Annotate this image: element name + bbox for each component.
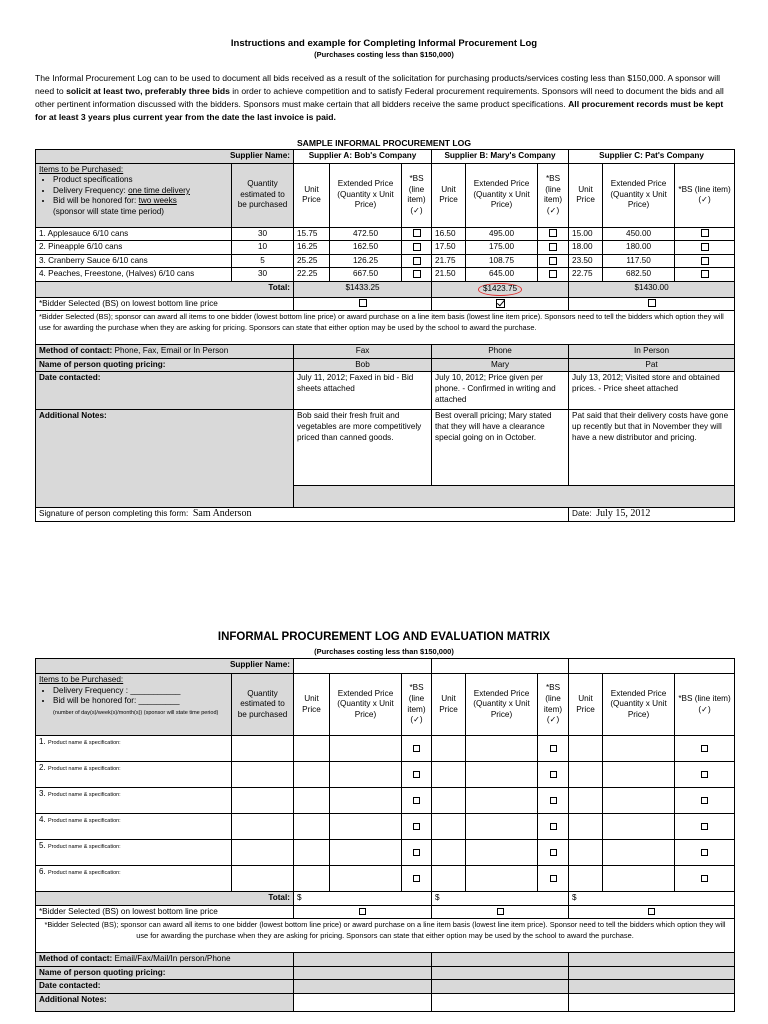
notes-b: Best overall pricing; Mary stated that they will have a clearance special going on in October. <box>432 410 569 486</box>
item-label: Product name & specification: <box>47 792 121 798</box>
bs-note: *Bidder Selected (BS); sponsor can award all items to one bidder (lowest bottom line price) or award purchase on a line item basis (lowest line item price). Sponsors need to tell the bidders which option they will use for awarding the purchase when they are asking for pricing. Sponsors can state that either option may be used by the school to award the purchase. <box>36 311 735 345</box>
c-bs-checkbox[interactable] <box>675 241 735 255</box>
date-b: July 10, 2012; Price given per phone. - Confirmed in writing and attached <box>432 372 569 410</box>
c-ext-input[interactable] <box>603 736 675 762</box>
b-bs-checkbox[interactable] <box>538 866 569 892</box>
item-qty: 30 <box>232 227 294 241</box>
blank-a-bs-total-checkbox[interactable] <box>294 905 432 919</box>
b-bs-checkbox[interactable] <box>538 241 569 255</box>
items-label: Items to be Purchased: <box>39 164 124 174</box>
a-ext-input[interactable] <box>330 866 402 892</box>
b-unit-input[interactable] <box>432 814 466 840</box>
item-number: 3. <box>39 789 46 798</box>
c-bs-checkbox[interactable] <box>675 866 735 892</box>
signature-label: Signature of person completing this form: <box>39 509 189 519</box>
intro-text-1: The Informal Procurement Log can to be used to document all bids received as a result of the solicitation for purchasing products/services costing less than $150,000. A sponsor will need to <box>35 73 721 96</box>
blank-c-bs-header: *BS (line item) (✓) <box>675 674 735 736</box>
b-unit-input[interactable] <box>432 866 466 892</box>
a-unit-input[interactable] <box>294 788 330 814</box>
c-ext-input[interactable] <box>603 814 675 840</box>
a-ext-price: 126.25 <box>330 254 402 268</box>
a-ext-input[interactable] <box>330 814 402 840</box>
item-number: 1. <box>39 737 46 746</box>
intro-text-2: in order to achieve competition and to satisfy Federal procurement requirements. Sponsors will need to document the bids and all other pertinent information discussed with the bidders. Sponsors must make certain that all bidders receive the same product specifications. <box>35 86 724 109</box>
item-label: Product name & specification: <box>47 844 121 850</box>
c-bs-total-checkbox[interactable] <box>569 297 735 311</box>
c-bs-checkbox[interactable] <box>675 840 735 866</box>
b-unit-header: Unit Price <box>432 163 466 227</box>
c-unit-input[interactable] <box>569 840 603 866</box>
qty-input[interactable] <box>232 866 294 892</box>
b-bs-checkbox[interactable] <box>538 814 569 840</box>
qty-input[interactable] <box>232 788 294 814</box>
item-qty: 10 <box>232 241 294 255</box>
a-unit-price: 15.75 <box>294 227 330 241</box>
a-ext-input[interactable] <box>330 736 402 762</box>
method-c: In Person <box>569 345 735 359</box>
b-ext-input[interactable] <box>466 736 538 762</box>
blank-bullet-honored: • Bid will be honored for: _________ (number of day(s)/week(s)/month(s)) (sponsor will state time period) <box>53 696 228 717</box>
total-c: $1430.00 <box>569 281 735 297</box>
b-unit-price: 17.50 <box>432 241 466 255</box>
table-row <box>36 788 735 814</box>
a-ext-input[interactable] <box>330 840 402 866</box>
blank-form-heading: INFORMAL PROCUREMENT LOG AND EVALUATION MATRIX <box>217 631 551 643</box>
a-bs-checkbox[interactable] <box>402 762 432 788</box>
item-name: 4. Peaches, Freestone, (Halves) 6/10 cans <box>36 268 232 282</box>
blank-date-a-input[interactable] <box>294 980 432 994</box>
blank-c-bs-total-checkbox[interactable] <box>569 905 735 919</box>
intro-bold-2: All procurement records must be kept for at least 3 years plus current year from the date the last invoice is paid. <box>35 99 724 122</box>
b-bs-checkbox[interactable] <box>538 254 569 268</box>
blank-item-cell[interactable] <box>36 866 232 892</box>
blank-item-cell[interactable] <box>36 762 232 788</box>
c-bs-checkbox[interactable] <box>675 736 735 762</box>
blank-method-label: Method of contact: <box>39 954 113 964</box>
c-unit-input[interactable] <box>569 762 603 788</box>
b-bs-checkbox[interactable] <box>538 762 569 788</box>
a-ext-price: 667.50 <box>330 268 402 282</box>
blank-method-c-input[interactable] <box>569 953 735 967</box>
signature-date-label: Date: <box>572 509 592 519</box>
blank-notes-b-input[interactable] <box>432 993 569 1011</box>
a-ext-input[interactable] <box>330 762 402 788</box>
sample-log-table <box>35 149 735 522</box>
blank-a-unit-header: Unit Price <box>294 674 330 736</box>
table-row <box>36 241 735 255</box>
bullet-delivery: • Delivery Frequency: one time delivery <box>53 186 228 197</box>
a-unit-input[interactable] <box>294 762 330 788</box>
table-row <box>36 227 735 241</box>
quoting-a: Bob <box>294 358 432 372</box>
total-a: $1433.25 <box>294 281 432 297</box>
item-name: 2. Pineapple 6/10 cans <box>36 241 232 255</box>
date-a: July 11, 2012; Faxed in bid - Bid sheets attached <box>294 372 432 410</box>
table-row <box>36 736 735 762</box>
document-subtitle: (Purchases costing less than $150,000) <box>314 50 454 59</box>
blank-c-unit-header: Unit Price <box>569 674 603 736</box>
blank-total-label: Total: <box>36 892 294 906</box>
blank-item-cell[interactable] <box>36 736 232 762</box>
item-number: 4. <box>39 815 46 824</box>
b-ext-input[interactable] <box>466 840 538 866</box>
blank-supplier-b-input[interactable] <box>432 659 569 674</box>
b-ext-price: 495.00 <box>466 227 538 241</box>
a-bs-checkbox[interactable] <box>402 268 432 282</box>
b-ext-input[interactable] <box>466 866 538 892</box>
b-unit-input[interactable] <box>432 736 466 762</box>
blank-date-c-input[interactable] <box>569 980 735 994</box>
a-ext-input[interactable] <box>330 788 402 814</box>
item-label: Product name & specification: <box>47 870 121 876</box>
b-unit-price: 21.75 <box>432 254 466 268</box>
signature-date-cell <box>569 508 735 522</box>
blank-b-ext-header: Extended Price (Quantity x Unit Price) <box>466 674 538 736</box>
blank-date-b-input[interactable] <box>432 980 569 994</box>
method-b: Phone <box>432 345 569 359</box>
blank-items-header <box>36 674 232 736</box>
c-ext-input[interactable] <box>603 840 675 866</box>
total-label: Total: <box>36 281 294 297</box>
blank-bs-note: *Bidder Selected (BS); sponsor can award all items to one bidder (lowest bottom line price) or award purchase on a line item basis (lowest line item price). Sponsor need to tell the bidders which option they will use for awarding the purchase when they are asking for pricing. Sponsors can state that either option may be used by the school to award the purchase. <box>36 919 735 953</box>
item-label: Product name & specification: <box>47 740 121 746</box>
b-unit-input[interactable] <box>432 840 466 866</box>
blank-qty-header: Quantity estimated to be purchased <box>232 674 294 736</box>
c-bs-checkbox[interactable] <box>675 762 735 788</box>
b-ext-input[interactable] <box>466 814 538 840</box>
quoting-c: Pat <box>569 358 735 372</box>
c-unit-price: 18.00 <box>569 241 603 255</box>
notes-extra-cell <box>294 486 735 508</box>
supplier-b-name: Supplier B: Mary's Company <box>432 150 569 164</box>
c-bs-checkbox[interactable] <box>675 254 735 268</box>
c-unit-input[interactable] <box>569 736 603 762</box>
c-bs-checkbox[interactable] <box>675 814 735 840</box>
blank-quoting-a-input[interactable] <box>294 966 432 980</box>
item-name: 3. Cranberry Sauce 6/10 cans <box>36 254 232 268</box>
c-unit-price: 23.50 <box>569 254 603 268</box>
blank-total-c[interactable]: $ <box>569 892 735 906</box>
date-c: July 13, 2012; Visited store and obtained prices. - Price sheet attached <box>569 372 735 410</box>
blank-b-unit-header: Unit Price <box>432 674 466 736</box>
item-name: 1. Applesauce 6/10 cans <box>36 227 232 241</box>
a-ext-price: 472.50 <box>330 227 402 241</box>
signature-date-value: July 15, 2012 <box>596 508 651 520</box>
supplier-a-name: Supplier A: Bob's Company <box>294 150 432 164</box>
a-bs-checkbox[interactable] <box>402 227 432 241</box>
blank-b-bs-header: *BS (line item) (✓) <box>538 674 569 736</box>
blank-method-label-cell <box>36 953 294 967</box>
c-ext-input[interactable] <box>603 866 675 892</box>
blank-method-options: Email/Fax/Mail/In person/Phone <box>112 954 231 964</box>
a-bs-header: *BS (line item) (✓) <box>402 163 432 227</box>
a-unit-price: 22.25 <box>294 268 330 282</box>
item-qty: 5 <box>232 254 294 268</box>
blank-a-ext-header: Extended Price (Quantity x Unit Price) <box>330 674 402 736</box>
c-unit-input[interactable] <box>569 814 603 840</box>
b-bs-checkbox[interactable] <box>538 736 569 762</box>
b-ext-input[interactable] <box>466 762 538 788</box>
table-row <box>36 866 735 892</box>
c-bs-checkbox[interactable] <box>675 788 735 814</box>
total-b: $1423.75 <box>478 283 522 296</box>
b-unit-input[interactable] <box>432 788 466 814</box>
b-ext-price: 645.00 <box>466 268 538 282</box>
qty-input[interactable] <box>232 840 294 866</box>
blank-quoting-label: Name of person quoting pricing: <box>36 966 294 980</box>
supplier-c-name: Supplier C: Pat's Company <box>569 150 735 164</box>
blank-notes-a-input[interactable] <box>294 993 432 1011</box>
blank-form-subtitle: (Purchases costing less than $150,000) <box>314 647 454 656</box>
method-label-cell <box>36 345 294 359</box>
table-row <box>36 840 735 866</box>
signature-value: Sam Anderson <box>192 508 252 520</box>
qty-header: Quantity estimated to be purchased <box>232 163 294 227</box>
items-header <box>36 163 232 227</box>
table-row <box>36 762 735 788</box>
blank-total-a[interactable]: $ <box>294 892 432 906</box>
a-bs-checkbox[interactable] <box>402 736 432 762</box>
item-qty: 30 <box>232 268 294 282</box>
blank-notes-label: Additional Notes: <box>36 993 294 1011</box>
a-ext-price: 162.50 <box>330 241 402 255</box>
item-number: 2. <box>39 763 46 772</box>
total-b-cell <box>432 281 569 297</box>
blank-supplier-name-label: Supplier Name: <box>36 659 294 674</box>
a-ext-header: Extended Price (Quantity x Unit Price) <box>330 163 402 227</box>
notes-a: Bob said their fresh fruit and vegetables are more competitively priced than canned goods. <box>294 410 432 486</box>
blank-notes-c-input[interactable] <box>569 993 735 1011</box>
c-unit-input[interactable] <box>569 866 603 892</box>
blank-supplier-a-input[interactable] <box>294 659 432 674</box>
a-bs-checkbox[interactable] <box>402 254 432 268</box>
blank-item-cell[interactable] <box>36 840 232 866</box>
b-ext-input[interactable] <box>466 788 538 814</box>
b-bs-checkbox[interactable] <box>538 227 569 241</box>
blank-total-b[interactable]: $ <box>432 892 569 906</box>
c-ext-price: 180.00 <box>603 241 675 255</box>
method-options: Phone, Fax, Email or In Person <box>112 346 229 356</box>
a-bs-checkbox[interactable] <box>402 866 432 892</box>
a-unit-input[interactable] <box>294 736 330 762</box>
c-ext-price: 682.50 <box>603 268 675 282</box>
a-bs-checkbox[interactable] <box>402 788 432 814</box>
blank-supplier-c-input[interactable] <box>569 659 735 674</box>
blank-quoting-b-input[interactable] <box>432 966 569 980</box>
a-bs-checkbox[interactable] <box>402 814 432 840</box>
c-unit-input[interactable] <box>569 788 603 814</box>
quoting-b: Mary <box>432 358 569 372</box>
c-unit-header: Unit Price <box>569 163 603 227</box>
a-unit-input[interactable] <box>294 866 330 892</box>
bullet-honored: • Bid will be honored for: two weeks (sponsor will state time period) <box>53 196 228 217</box>
blank-bs-label: *Bidder Selected (BS) on lowest bottom line price <box>36 905 294 919</box>
a-unit-input[interactable] <box>294 840 330 866</box>
a-unit-price: 16.25 <box>294 241 330 255</box>
c-ext-input[interactable] <box>603 788 675 814</box>
item-label: Product name & specification: <box>47 818 121 824</box>
table-row <box>36 268 735 282</box>
c-bs-header: *BS (line item) (✓) <box>675 163 735 227</box>
table-row <box>36 254 735 268</box>
a-unit-header: Unit Price <box>294 163 330 227</box>
blank-form-table <box>35 658 735 1012</box>
a-bs-checkbox[interactable] <box>402 241 432 255</box>
c-ext-header: Extended Price (Quantity x Unit Price) <box>603 163 675 227</box>
item-label: Product name & specification: <box>47 766 121 772</box>
blank-items-label: Items to be Purchased: <box>39 675 124 684</box>
b-bs-checkbox[interactable] <box>538 840 569 866</box>
qty-input[interactable] <box>232 814 294 840</box>
c-unit-price: 22.75 <box>569 268 603 282</box>
blank-c-ext-header: Extended Price (Quantity x Unit Price) <box>603 674 675 736</box>
bs-label: *Bidder Selected (BS) on lowest bottom line price <box>36 297 294 311</box>
bullet-specs: • Product specifications <box>53 175 228 186</box>
blank-method-b-input[interactable] <box>432 953 569 967</box>
a-unit-price: 25.25 <box>294 254 330 268</box>
table-row <box>36 814 735 840</box>
additional-notes-label: Additional Notes: <box>36 410 294 508</box>
blank-method-a-input[interactable] <box>294 953 432 967</box>
b-unit-price: 16.50 <box>432 227 466 241</box>
b-bs-total-checkbox[interactable] <box>432 297 569 311</box>
date-contacted-label: Date contacted: <box>36 372 294 410</box>
b-ext-header: Extended Price (Quantity x Unit Price) <box>466 163 538 227</box>
item-number: 6. <box>39 867 46 876</box>
document-title: Instructions and example for Completing Informal Procurement Log <box>230 38 538 49</box>
c-ext-price: 117.50 <box>603 254 675 268</box>
c-ext-input[interactable] <box>603 762 675 788</box>
signature-cell <box>36 508 569 522</box>
b-unit-input[interactable] <box>432 762 466 788</box>
b-bs-checkbox[interactable] <box>538 788 569 814</box>
blank-bullet-delivery: • Delivery Frequency : ___________ <box>53 686 228 697</box>
blank-item-cell[interactable] <box>36 788 232 814</box>
item-number: 5. <box>39 841 46 850</box>
blank-item-cell[interactable] <box>36 814 232 840</box>
b-ext-price: 108.75 <box>466 254 538 268</box>
quoting-label: Name of person quoting pricing: <box>36 358 294 372</box>
b-bs-header: *BS (line item) (✓) <box>538 163 569 227</box>
intro-paragraph <box>35 72 735 124</box>
b-ext-price: 175.00 <box>466 241 538 255</box>
check-icon <box>496 299 505 308</box>
method-label: Method of contact: <box>39 346 113 356</box>
a-unit-input[interactable] <box>294 814 330 840</box>
intro-bold-1: solicit at least two, preferably three bids <box>66 86 230 96</box>
b-unit-price: 21.50 <box>432 268 466 282</box>
c-bs-checkbox[interactable] <box>675 268 735 282</box>
notes-c: Pat said that their delivery costs have gone up recently but that in November they will have a new distributor and pricing. <box>569 410 735 486</box>
blank-b-bs-total-checkbox[interactable] <box>432 905 569 919</box>
a-bs-checkbox[interactable] <box>402 840 432 866</box>
blank-quoting-c-input[interactable] <box>569 966 735 980</box>
method-a: Fax <box>294 345 432 359</box>
c-ext-price: 450.00 <box>603 227 675 241</box>
b-bs-checkbox[interactable] <box>538 268 569 282</box>
blank-a-bs-header: *BS (line item) (✓) <box>402 674 432 736</box>
a-bs-total-checkbox[interactable] <box>294 297 432 311</box>
c-bs-checkbox[interactable] <box>675 227 735 241</box>
sample-log-heading: SAMPLE INFORMAL PROCUREMENT LOG <box>296 138 472 148</box>
c-unit-price: 15.00 <box>569 227 603 241</box>
blank-date-label: Date contacted: <box>36 980 294 994</box>
supplier-name-label: Supplier Name: <box>36 150 294 164</box>
qty-input[interactable] <box>232 736 294 762</box>
qty-input[interactable] <box>232 762 294 788</box>
